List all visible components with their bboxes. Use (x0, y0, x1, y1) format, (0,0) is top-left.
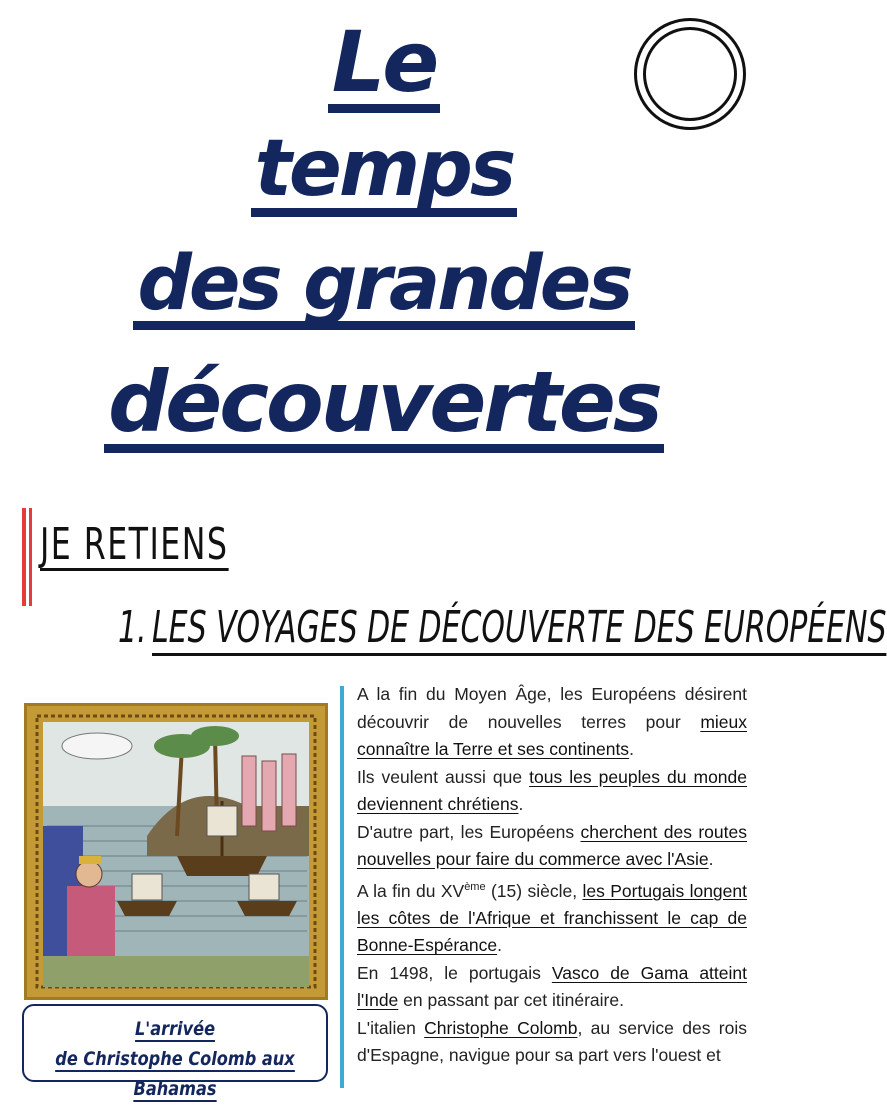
p3-key-phrase: cherchent des routes nouvelles pour faire du commerce avec l'Asie (357, 821, 747, 869)
p2-end: . (518, 794, 524, 814)
title-text-1: Le (328, 20, 441, 113)
p6-key-phrase: Christophe Colomb (424, 1017, 578, 1038)
paragraph-3 (357, 819, 747, 874)
paragraph-2 (357, 764, 747, 819)
paragraph-5 (357, 960, 747, 1015)
red-margin-bar-2 (29, 508, 32, 606)
section-title (118, 604, 887, 652)
je-retiens-heading: JE RETIENS (40, 519, 229, 570)
paragraph-4 (357, 874, 747, 960)
section-title-text: LES VOYAGES DE DÉCOUVERTE DES EUROPÉENS (152, 602, 887, 656)
title-text-2: temps (251, 130, 518, 217)
blue-margin-bar (340, 686, 344, 1088)
p2-text: Ils veulent aussi que (357, 766, 530, 787)
p3-end: . (708, 849, 714, 869)
grade-circle (634, 18, 746, 130)
title-line-2 (0, 124, 768, 217)
p4-text-2: (15) siècle, (485, 880, 583, 901)
p5-end: en passant par cet itinéraire. (398, 990, 624, 1011)
caption-line-2: de Christophe Colomb aux Bahamas (55, 1048, 295, 1100)
section-number: 1. (118, 602, 147, 653)
image-caption (22, 1004, 328, 1100)
columbus-arrival-image (24, 703, 328, 1000)
title-line-4 (0, 353, 768, 453)
p4-key-phrase: les Portugais longent les côtes de l'Afrique et franchissent le cap de Bonne-Espérance (357, 880, 747, 956)
title-line-3 (0, 238, 768, 330)
lesson-text (357, 681, 747, 1070)
p1-end: . (629, 739, 634, 759)
p5-text: En 1498, le portugais (357, 962, 552, 983)
red-margin-bar (22, 508, 26, 606)
p6-end: , au service des rois d'Espagne, navigue pour sa part vers l'ouest et (357, 1017, 747, 1066)
p5-key-phrase: Vasco de Gama atteint l'Inde (357, 962, 747, 1011)
title-text-4: découvertes (104, 360, 664, 453)
paragraph-1 (357, 681, 747, 764)
p2-key-phrase: tous les peuples du monde deviennent chrétiens (357, 766, 748, 814)
p1-key-phrase: mieux connaître la Terre et ses continents (357, 711, 747, 759)
caption-line-1: L'arrivée (134, 1018, 216, 1040)
paragraph-6 (357, 1015, 747, 1070)
p4-text: A la fin du XV (357, 880, 465, 901)
p3-text: D'autre part, les Européens (357, 821, 581, 842)
p4-end: . (497, 935, 502, 956)
p6-text: L'italien (357, 1017, 425, 1038)
p4-superscript: ème (464, 880, 486, 893)
p1-text: A la fin du Moyen Âge, les Européens désirent découvrir de nouvelles terres pour (357, 684, 747, 732)
title-text-3: des grandes (133, 245, 634, 330)
